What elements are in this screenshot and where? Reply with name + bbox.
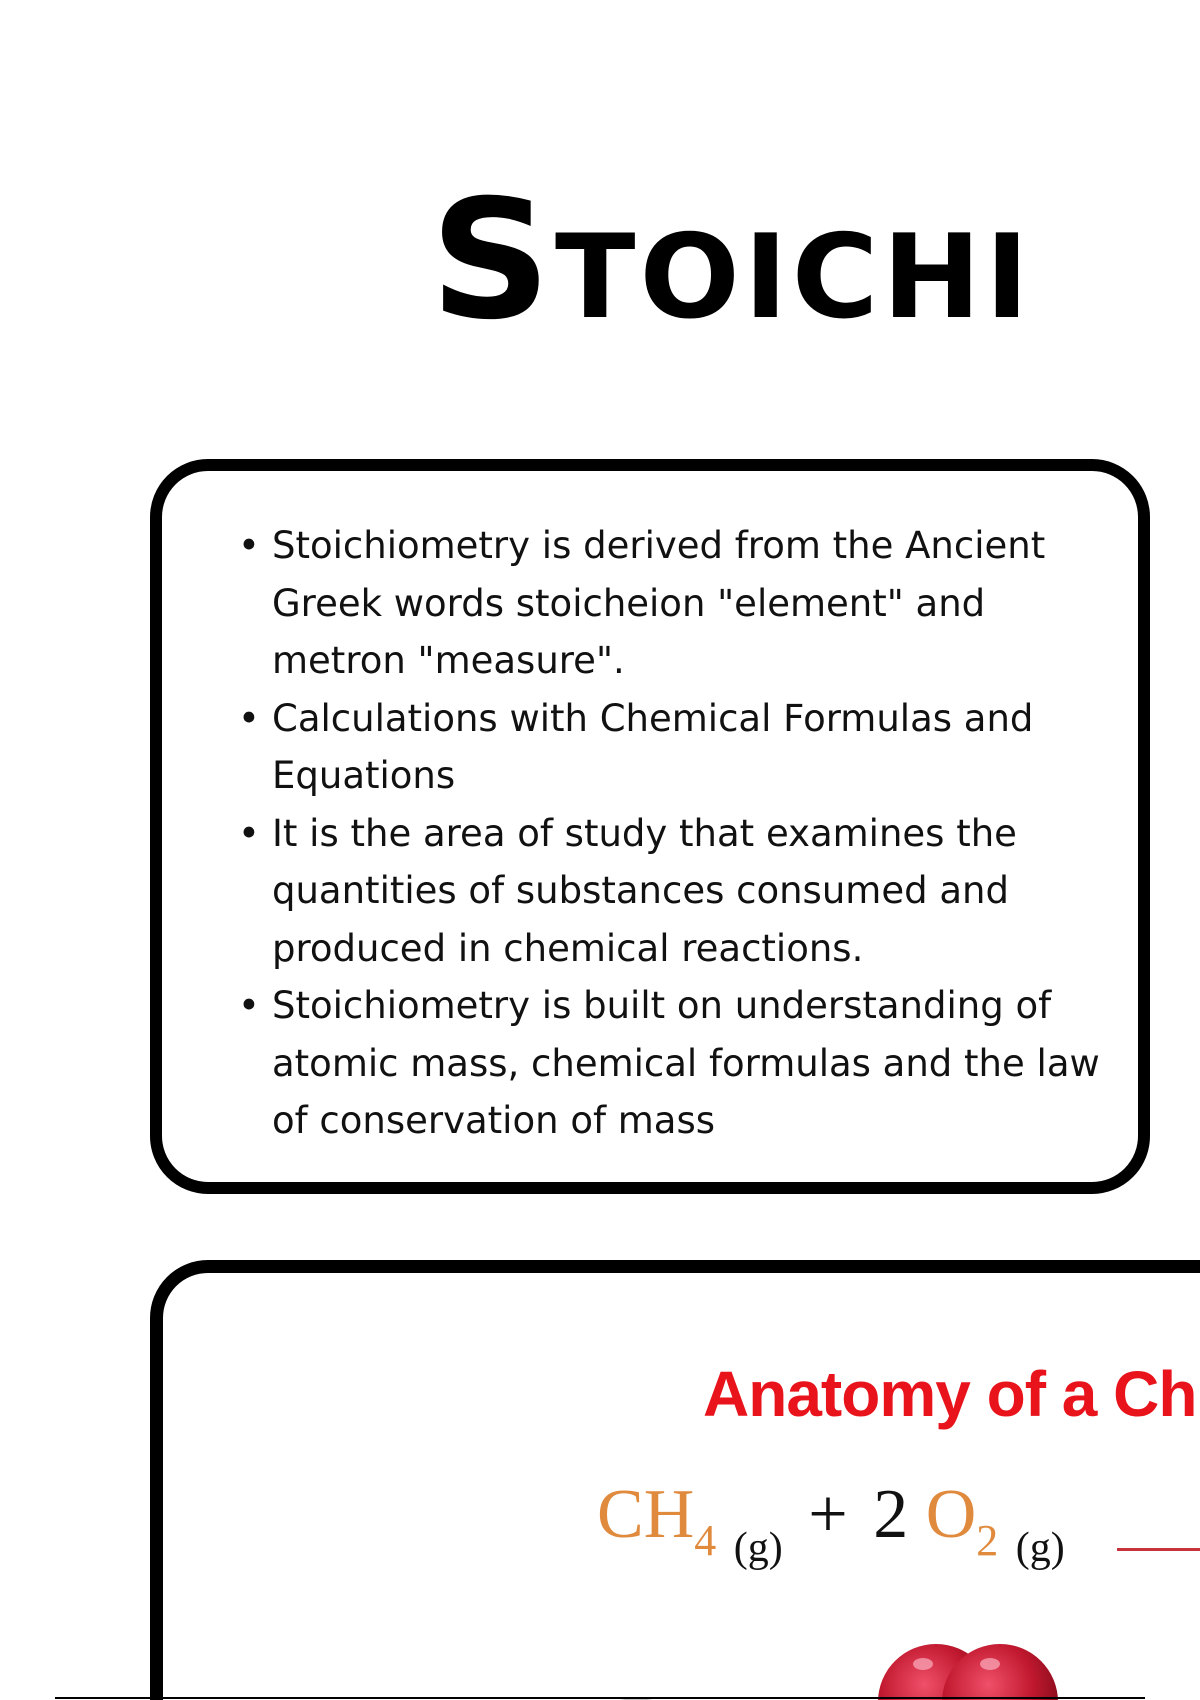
bullet-icon: • <box>238 524 260 567</box>
definition-box <box>150 459 1150 1194</box>
coefficient: 2 <box>873 1476 909 1553</box>
chemical-equation <box>597 1476 1065 1571</box>
list-item <box>238 805 1118 978</box>
oxygen-molecule-icon <box>878 1642 1058 1700</box>
page-title: Stoichi <box>430 163 1033 357</box>
list-item <box>238 690 1118 805</box>
reactant-methane <box>597 1476 717 1565</box>
state-label: (g) <box>1015 1525 1065 1571</box>
list-item <box>238 977 1118 1150</box>
reactant-oxygen <box>925 1476 999 1565</box>
bullet-icon: • <box>238 811 260 855</box>
definition-list <box>234 517 1118 1150</box>
list-item-text: Calculations with Chemical Formulas and Equations <box>272 696 1034 797</box>
list-item-text: Stoichiometry is derived from the Ancient Greek words stoicheion "element" and metron "measure". <box>272 524 1046 682</box>
list-item-text: It is the area of study that examines the quantities of substances consumed and produced in chemical reactions. <box>272 811 1017 970</box>
list-item-text: Stoichiometry is built on understanding of atomic mass, chemical formulas and the law of conservation of mass <box>272 984 1100 1142</box>
diagram-title: Anatomy of a Ch <box>703 1358 1197 1430</box>
state-label: (g) <box>733 1525 783 1571</box>
bottom-rule <box>55 1697 1145 1699</box>
reactant-subscript: 4 <box>694 1516 717 1565</box>
plus-operator: + <box>808 1476 848 1553</box>
list-item <box>238 517 1118 690</box>
bullet-icon: • <box>238 984 260 1027</box>
reaction-arrow <box>1117 1548 1200 1551</box>
reactant-subscript: 2 <box>976 1516 999 1565</box>
bullet-icon: • <box>238 696 260 740</box>
reactant-formula: O <box>925 1476 977 1553</box>
reactant-formula: CH <box>597 1476 695 1553</box>
